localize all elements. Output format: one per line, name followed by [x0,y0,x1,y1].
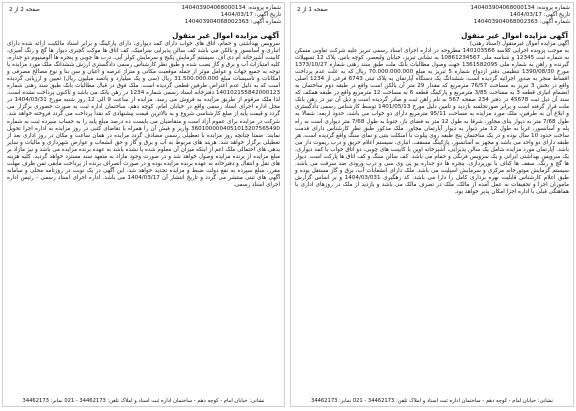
page-footer: نشانی: خیابان امام - کوچه دهم - ساختمان اداره ثبت اسناد و املاک تلفن: 34462173 - 021 نمابر: 34462173 [311,397,553,404]
notice-body [291,41,573,196]
file-number: شماره پرونده: 140403904068000134 [181,5,281,11]
page-number: صفحه 2 از 2 [9,7,40,13]
page-number: صفحه 1 از 2 [297,7,328,13]
notice-title: آگهی مزایده اموال غیر منقول [461,31,568,40]
page-2-meta [181,5,281,26]
notice-date: تاریخ آگهی: 1404/03/17 [509,12,570,18]
notice-subtitle: آگهی مزایده اموال غیرمنقول (اسناد رهنی) [469,41,569,47]
page-2-header [3,3,284,30]
page-1-header [291,3,573,30]
notice-title: آگهی مزایده اموال غیر منقول [172,31,279,40]
page-2-column [2,2,285,407]
notice-text: سرویس بهداشتی و حمام، اتاق های خواب دارای کمد دیواری، دارای پارکینگ و برابر اسناد مالکیت ارائه شده دارای انباری و آسانسور و بالکن می باشد کف سالن پذیرایی سرامیک، کف اتاق ها موکت گچبری دیوار ها گچ و رنگ آمیزی، کابینت آشپزخانه ام دی اف، سیستم گرمایش پکیج و سرمایش کولر آبی، درب ها چوبی و پنجره ها آلومینیوم دو جداره، کلیه امتیازات آب و برق و گاز نصب شده و طبق نظر کارشناس رسمی دادگستری ارزش ششدانگ ملک مورد مزایده با توجه به جمیع جهات و عوامل موثر از جمله موقعیت مکانی و متراژ عرصه و اعیان و سن بنا و نوع مصالح مصرفی و امکانات و تاسیسات مبلغ 31.500.000.000 ریال (سی و یک میلیارد و پانصد میلیون ریال) تعیین و ارزیابی گردیده است که به دلیل عدم اعتراض طرفین قطعی گردیده است. ملک فوق در قبال مطالبات بانک طبق سند رهنی شماره 140102155842000123 دفترخانه اسناد رسمی شماره 1234 در رهن بانک می باشد و تاکنون پرداخت نشده است، لذا ملک مرقوم از طریق مزایده به فروش می رسد. مزایده از ساعت 9 الی 12 روز شنبه مورخ 1404/03/31 در محل اداره اجرای اسناد رسمی واقع در خیابان امام، کوچه دهم، ساختمان اداره ثبت به صورت حضوری برگزار می گردد و قیمت پایه از مبلغ کارشناسی شروع و به بالاترین قیمت پیشنهادی که نقدا پرداخت می گردد فروخته خواهد شد. شرکت در مزایده برای عموم آزاد است و متقاضیان می بایست ده درصد مبلغ پایه را به حساب سپرده ثبت به شماره 3601000004051013207565490 واریز و فیش آن را همراه با تقاضای کتبی در روز مزایده به اداره اجرا تحویل نمایند. ضمنا چنانچه روز مزایده با تعطیلی رسمی مصادف گردد مزایده در همان ساعت و مکان در روز اداری بعد از تعطیلی برگزار خواهد شد. هزینه های مربوط به آب و برق و گاز و حق انشعاب و عوارض شهرداری و مالیات و سایر بدهی های احتمالی ملک اعم از اینکه میزان آن معلوم شده یا نشده باشد به عهده برنده مزایده می باشد و نیز مازاد بر مبلغ مزایده از برنده مزایده وصول خواهد شد و در صورت وجود مازاد به متعهد سند مسترد خواهد گردید. کلیه هزینه های نقل و انتقال و دفترخانه به عهده برنده مزایده بوده و در صورت انصراف برنده از پرداخت مابقی ثمن ظرف مهلت مقرر، مبلغ سپرده به نفع دولت ضبط و مزایده تجدید خواهد شد. این آگهی در یک نوبت در روزنامه محلی و سامانه آگهی های ثبتی منتشر می گردد و تاریخ انتشار آن 1404/03/17 می باشد. اداره اجرای اسناد رسمی - رئیس اداره اجرای اسناد رسمی. [7,41,280,188]
notice-text: به موجب پرونده اجرایی کلاسه 140103566 مطروحه در اداره اجرای اسناد رسمی تبریز علیه شرکت تعاونی مسکن به شماره ثبت 12345 و شناسه ملی 10861234567 به نشانی تبریز، خیابان ولیعصر، کوچه یاس، پلاک 12 تسهیلات گیرنده و راهن به شماره ملی 1361582095 جهت وصول مطالبات بانک ملت طبق سند رهنی شماره 1373/10/27 مورخ 1390/08/30 تنظیمی دفتر ازدواج شماره 5 تبریز به مبلغ 70.000.000.000 ریال که به علت عدم پرداخت اقساط منجر به صدور اجرائیه گردیده است، ششدانگ یک دستگاه آپارتمان به پلاک ثبتی 6743 فرعی از 1234 اصلی واقع در بخش 3 تبریز به مساحت 76/57 مترمربع که مقدار 29 متر آن بالکن است واقع در طبقه دوم ساختمان به انضمام انباری قطعه 3 به مساحت 3/85 مترمربع و پارکینگ قطعه 6 به مساحت 12 مترمربع واقع در طبقه همکف که سند آن ذیل ثبت 45678 در دفتر 234 صفحه 567 به نام راهن ثبت و صادر گردیده است و ذیل آن نیز در رهن بانک ملت قرار گرفته است و برابر صورتجلسه بازدید و تامین دلیل مورخ 1401/05/13 توسط کارشناس رسمی دادگستری و ابلاغ آن به طرفین، ملک مورد مزایده به مساحت 95/11 مترمربع دارای دو خواب می باشد، حدود اربعه: شمالا به طول 7/68 متر به دیوار بنای مجاور، شرقا به طول 12 متر به فضای باز، جنوبا به طول 7/68 متر دیواری است به راه پله و آسانسور، غربا به طول 12 متر دیوار به دیوار آپارتمان مجاور. ملک مذکور طبق نظر کارشناس دارای قدمت ساخت حدود 10 سال بوده و در یک ساختمان پنج طبقه روی پیلوت با اسکلت بتنی و نمای سنگ واقع گردیده است، هر طبقه دارای دو واحد می باشد و مجهز به آسانسور، پارکینگ مسقف، انباری، سیستم اعلام حریق و درب ریموت دار می باشد. آپارتمان مورد مزایده شامل یک سالن پذیرایی، آشپزخانه اوپن با کابینت های چوبی، دو اتاق خواب با کمد دیواری، یک سرویس بهداشتی ایرانی و یک سرویس فرنگی و حمام می باشد. کف سالن سنگ و کف اتاق ها پارکت است. دیوار ها گچ و رنگ، سقف ها کناف با نورپردازی، پنجره ها دو جداره یو پی وی سی و درب ورودی ضد سرقت می باشد. سیستم گرمایش موتورخانه مرکزی و سرمایش اسپلیت می باشد. ملک دارای انشعابات آب، برق و گاز مستقل بوده و طبق اعلام کارشناس قابلیت بهره برداری کامل را دارا می باشد. کد رهگیری 1404/03/031 و بر اساس گزارش ماموران اجرا و تحقیقات به عمل آمده از مالک، ملک در تصرف مالک می باشد و بازدید از ملک در روزهای اداری با هماهنگی قبلی با اداره اجرا امکان پذیر خواهد بود. [295,48,570,195]
page-1-column [290,2,574,407]
page-footer: نشانی: خیابان امام - کوچه دهم - ساختمان اداره ثبت اسناد و املاک تلفن: 34462173 - 021 نمابر: 34462173 [22,397,265,404]
file-number: شماره پرونده: 140403904068000134 [470,5,570,11]
notice-date: تاریخ آگهی: 1404/03/17 [220,12,281,18]
notice-number: شماره آگهی: 140403904068002363 [473,19,570,25]
notice-body [3,41,284,189]
notice-number: شماره آگهی: 140403904068002363 [184,19,281,25]
page-1-meta [470,5,570,26]
